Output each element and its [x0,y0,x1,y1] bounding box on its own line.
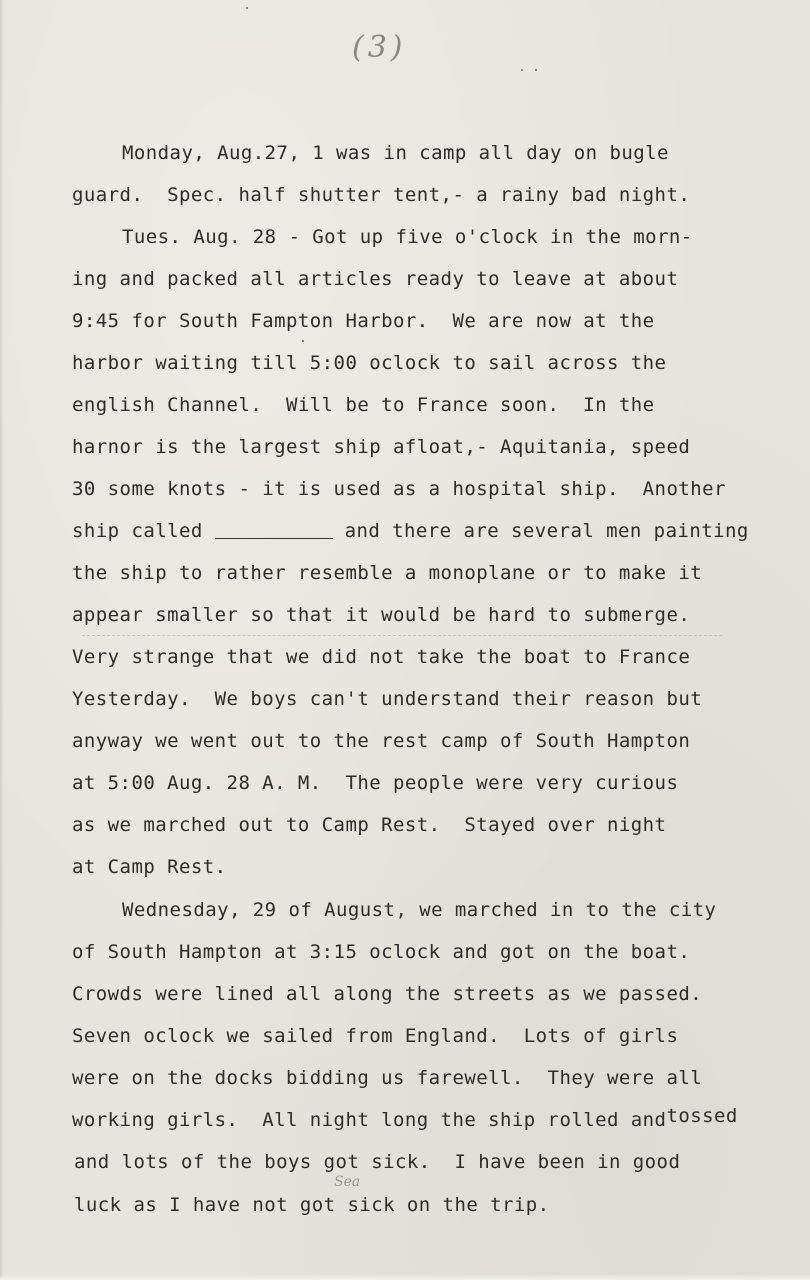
text-line-22: Seven oclock we sailed from England. Lots of girls [72,1025,679,1047]
text-line-1: Monday, Aug.27, 1 was in camp all day on bugle [122,142,669,164]
blank-fill-line [215,537,333,539]
rolled-text: working girls. All night long the ship rolled and [72,1109,667,1131]
text-line-7: english Channel. Will be to France soon. In the [72,394,655,416]
ink-fleck [521,69,523,71]
text-line-4: ing and packed all articles ready to leave at about [72,268,679,290]
page-bottom-edge [0,1274,810,1280]
ink-fleck [302,340,304,342]
ink-fleck [246,7,248,9]
text-line-8: harnor is the largest ship afloat,- Aquitania, speed [72,436,691,458]
text-line-5: 9:45 for South Fampton Harbor. We are now at the [72,310,655,332]
text-line-6: harbor waiting till 5:00 oclock to sail across the [72,352,667,374]
text-line-3: Tues. Aug. 28 - Got up five o'clock in the morn- [122,226,693,248]
text-line-13: Very strange that we did not take the boat to France [72,646,691,668]
text-line-25: and lots of the boys got sick. I have been in good [74,1151,681,1173]
text-line-17: as we marched out to Camp Rest. Stayed over night [72,814,667,836]
text-line-26: luck as I have not got sick on the trip. [74,1194,550,1216]
painting-text: and there are several men painting [344,520,749,542]
text-line-16: at 5:00 Aug. 28 A. M. The people were very curious [72,772,679,794]
ship-called-text: ship called [72,520,203,542]
text-line-15: anyway we went out to the rest camp of South Hampton [72,730,691,752]
text-line-9: 30 some knots - it is used as a hospital ship. Another [72,478,726,500]
text-line-23: were on the docks bidding us farewell. They were all [72,1067,703,1089]
tossed-text: tossed [666,1105,738,1127]
text-line-20: of South Hampton at 3:15 oclock and got on the boat. [72,941,691,963]
page-left-edge [0,0,4,1280]
text-line-18: at Camp Rest. [72,856,227,878]
text-line-21: Crowds were lined all along the streets as we passed. [72,983,703,1005]
ink-fleck [535,69,537,71]
text-line-19: Wednesday, 29 of August, we marched in to the city [122,899,717,921]
text-line-12: appear smaller so that it would be hard to submerge. [72,604,691,626]
text-line-24 [72,1105,738,1132]
text-line-14: Yesterday. We boys can't understand their reason but [72,688,703,710]
show-through-line [82,635,722,636]
text-line-11: the ship to rather resemble a monoplane or to make it [72,562,703,584]
text-line-10 [72,519,749,543]
text-line-2: guard. Spec. half shutter tent,- a rainy bad night. [72,184,691,206]
handwritten-insert-sea: Sea [334,1174,361,1190]
page-number: (3) [352,30,407,65]
